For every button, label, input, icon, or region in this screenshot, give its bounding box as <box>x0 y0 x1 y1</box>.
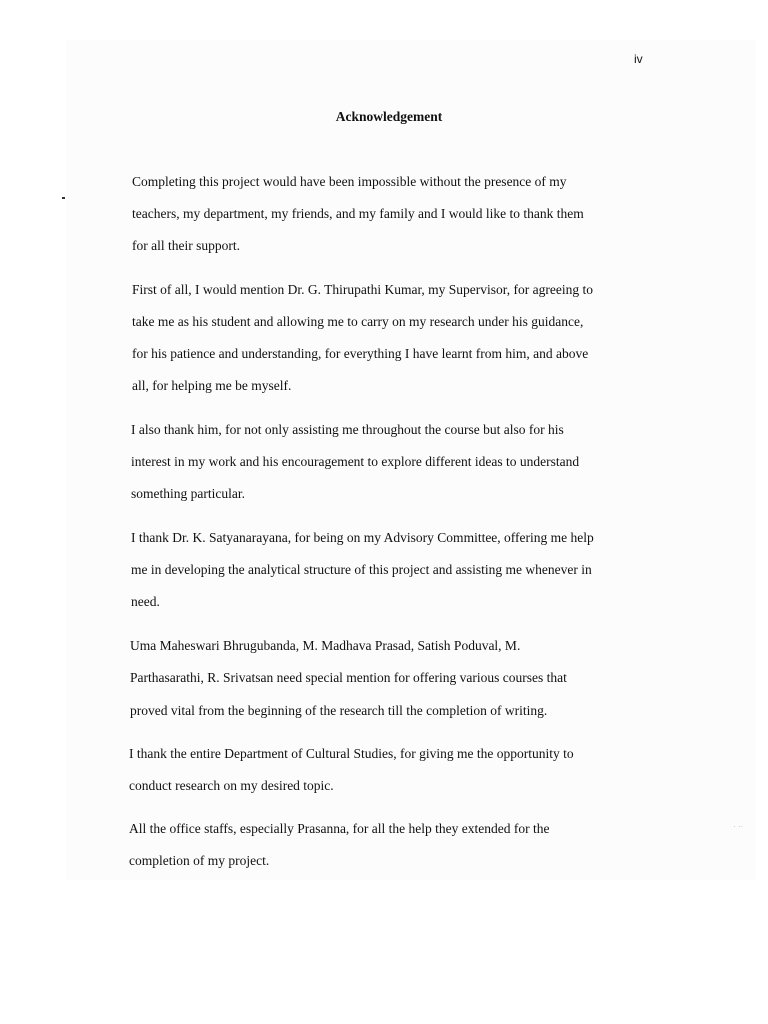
paragraph-line: all, for helping me be myself. <box>132 378 292 393</box>
page-title: Acknowledgement <box>335 109 443 124</box>
scan-speck <box>62 197 65 199</box>
page-number: iv <box>634 52 643 66</box>
paragraph-line: Completing this project would have been impossible without the presence of my <box>132 174 567 189</box>
paragraph-line: teachers, my department, my friends, and my family and I would like to thank them <box>132 206 584 221</box>
paragraph-line: something particular. <box>131 486 245 501</box>
paragraph-line: proved vital from the beginning of the research till the completion of writing. <box>130 703 548 718</box>
paragraph-line: for his patience and understanding, for everything I have learnt from him, and above <box>132 346 589 361</box>
paragraph-line: need. <box>131 594 160 609</box>
paragraph-line: conduct research on my desired topic. <box>129 778 334 793</box>
scan-dots: · ·· <box>733 822 744 831</box>
paragraph-line: me in developing the analytical structure of this project and assisting me whenever in <box>131 562 592 577</box>
paragraph-line: First of all, I would mention Dr. G. Thirupathi Kumar, my Supervisor, for agreeing to <box>132 282 593 297</box>
paragraph-line: Parthasarathi, R. Srivatsan need special mention for offering various courses that <box>130 670 567 685</box>
paragraph-line: interest in my work and his encouragement to explore different ideas to understand <box>131 454 580 469</box>
paragraph-line: I thank Dr. K. Satyanarayana, for being on my Advisory Committee, offering me help <box>131 530 594 545</box>
paragraph-line: I thank the entire Department of Cultural Studies, for giving me the opportunity to <box>129 746 574 761</box>
paragraph-line: completion of my project. <box>129 853 270 868</box>
paragraph-line: All the office staffs, especially Prasanna, for all the help they extended for the <box>129 821 550 836</box>
paragraph-line: Uma Maheswari Bhrugubanda, M. Madhava Prasad, Satish Poduval, M. <box>130 638 521 653</box>
paragraph-line: I also thank him, for not only assisting me throughout the course but also for his <box>131 422 564 437</box>
paragraph-line: for all their support. <box>132 238 240 253</box>
paragraph-line: take me as his student and allowing me to carry on my research under his guidance, <box>132 314 584 329</box>
